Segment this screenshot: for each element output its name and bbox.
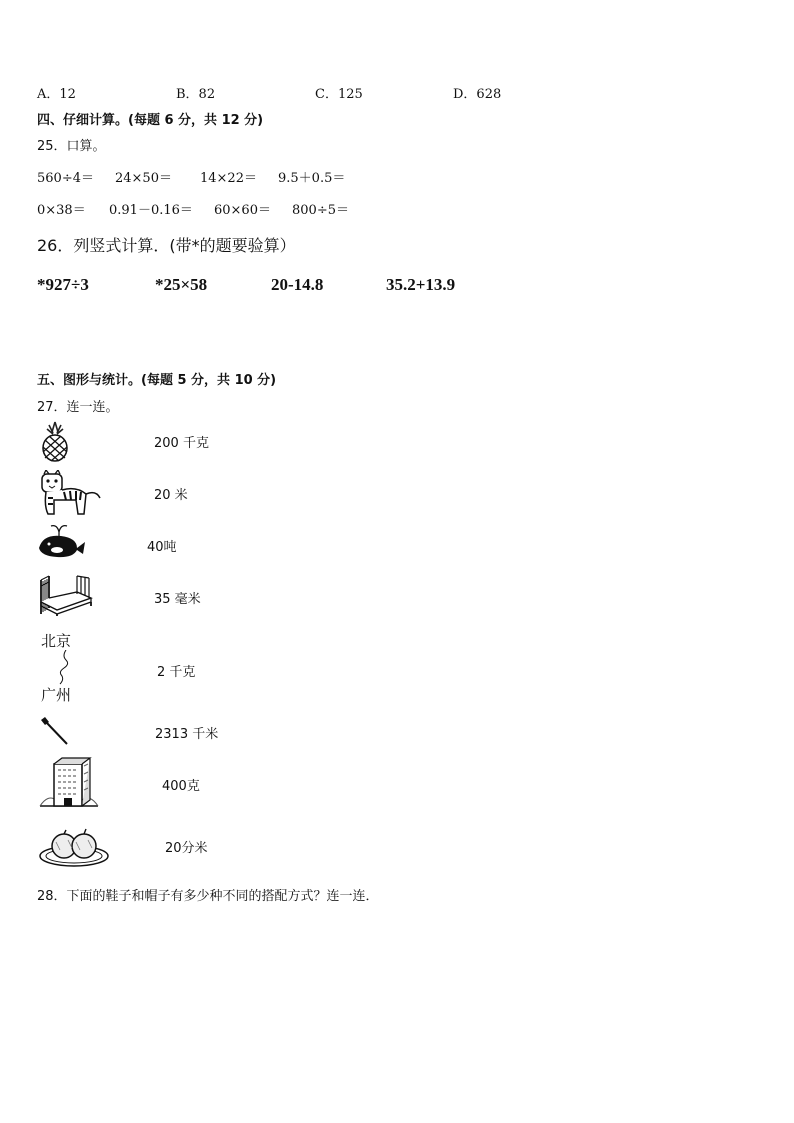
calc-item: 800÷5＝ [292, 203, 349, 218]
match-label: 2313 千米 [155, 727, 219, 742]
question-28-title: 28．下面的鞋子和帽子有多少种不同的搭配方式？连一连． [37, 889, 379, 904]
apples-plate-icon [38, 824, 110, 868]
question-26-title: 26．列竖式计算．(带*的题要验算） [37, 236, 296, 255]
match-label: 35 毫米 [154, 592, 201, 607]
match-label: 20 米 [154, 488, 188, 503]
calc-item: 0×38＝ [37, 203, 86, 218]
match-label: 200 千克 [154, 436, 209, 451]
vertical-calc-item: 35.2+13.9 [386, 275, 456, 294]
match-label: 40吨 [147, 540, 177, 555]
vertical-calc-item: *927÷3 [37, 275, 89, 294]
whale-icon [37, 522, 87, 560]
option-c: C．125 [315, 87, 363, 102]
route-line-icon [40, 650, 80, 686]
calc-item: 24×50＝ [115, 171, 172, 186]
section-5-heading: 五、图形与统计。(每题 5 分，共 10 分) [37, 373, 277, 388]
question-27-title: 27．连一连。 [37, 400, 119, 415]
vertical-calc-item: *25×58 [155, 275, 208, 294]
calc-item: 0.91－0.16＝ [109, 203, 193, 218]
calc-item: 60×60＝ [214, 203, 271, 218]
match-label: 2 千克 [157, 665, 196, 680]
option-d: D．628 [453, 87, 502, 102]
pineapple-icon [37, 420, 73, 462]
vertical-calc-item: 20-14.8 [271, 275, 324, 294]
option-b: B．82 [176, 87, 216, 102]
thumbtack-icon [37, 716, 71, 746]
tiger-icon [36, 470, 104, 516]
option-a: A．12 [37, 87, 76, 102]
map-label-top: 北京 [41, 632, 72, 650]
calc-item: 14×22＝ [200, 171, 257, 186]
building-icon [38, 754, 100, 808]
calc-item: 9.5＋0.5＝ [278, 171, 346, 186]
calc-item: 560÷4＝ [37, 171, 94, 186]
match-label: 400克 [162, 779, 200, 794]
match-label: 20分米 [165, 841, 208, 856]
map-label-bottom: 广州 [41, 686, 72, 704]
section-4-heading: 四、仔细计算。(每题 6 分，共 12 分) [37, 113, 264, 128]
question-25-title: 25．口算。 [37, 139, 106, 154]
bed-icon [37, 572, 93, 616]
